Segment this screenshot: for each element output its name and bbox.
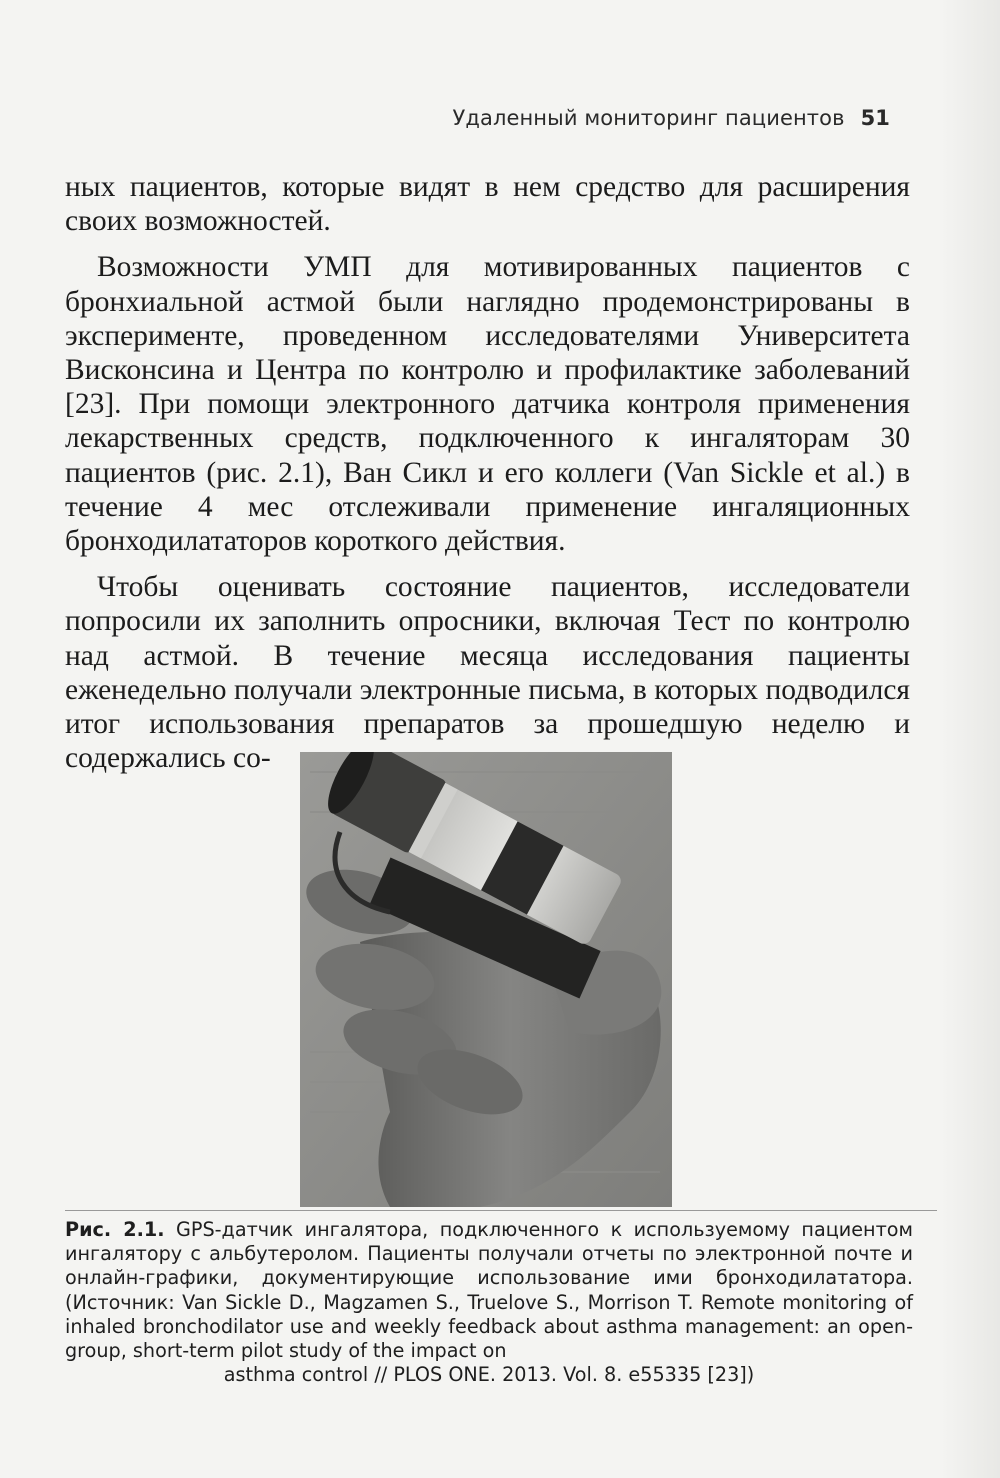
main-text [65,170,910,775]
page-number: 51 [860,106,890,130]
figure-caption [65,1218,913,1387]
figure-label: Рис. 2.1. [65,1218,165,1241]
figure-photo-inhaler-sensor [300,752,672,1207]
running-header [452,106,890,130]
caption-text-last-line: asthma control // PLOS ONE. 2013. Vol. 8. e55335 [23]) [223,1363,755,1387]
caption-text: GPS-датчик ингалятора, подключенного к используемому пациентом ингалятору с альбутеролом. Пациенты получали отчеты по электронной почте и онлайн-графики, документирующие использование ими бронходилататора. (Источник: Van Sickle D., Magzamen S., Truelove S., Morrison T. Remote monitoring of inhaled bronchodilator use and weekly feedback about asthma management: an open-group, short-term pilot study of the impact on [65,1218,913,1363]
photo-illustration [300,752,672,1207]
caption-divider [65,1210,937,1211]
paragraph: Возможности УМП для мотивированных пациентов с бронхиальной астмой были наглядно продемонстрированы в эксперименте, проведенном исследователями Университета Висконсина и Центра по контролю и профилактике заболеваний [23]. При помощи электронного датчика контроля применения лекарственных средств, подключенного к ингаляторам 30 пациентов (рис. 2.1), Ван Сикл и его коллеги (Van Sickle et al.) в течение 4 мес отслеживали применение ингаляционных бронходилататоров короткого действия. [65,251,910,558]
paragraph: Чтобы оценивать состояние пациентов, исследователи попросили их заполнить опросники, включая Тест по контролю над астмой. В течение месяца исследования пациенты еженедельно получали электронные письма, в которых подводился итог использования препаратов за прошедшую неделю и содержались со- [65,571,910,775]
running-title: Удаленный мониторинг пациентов [452,106,845,130]
paragraph: ных пациентов, которые видят в нем средство для расширения своих возможностей. [65,171,910,238]
page-edge-shadow [940,0,1000,1478]
